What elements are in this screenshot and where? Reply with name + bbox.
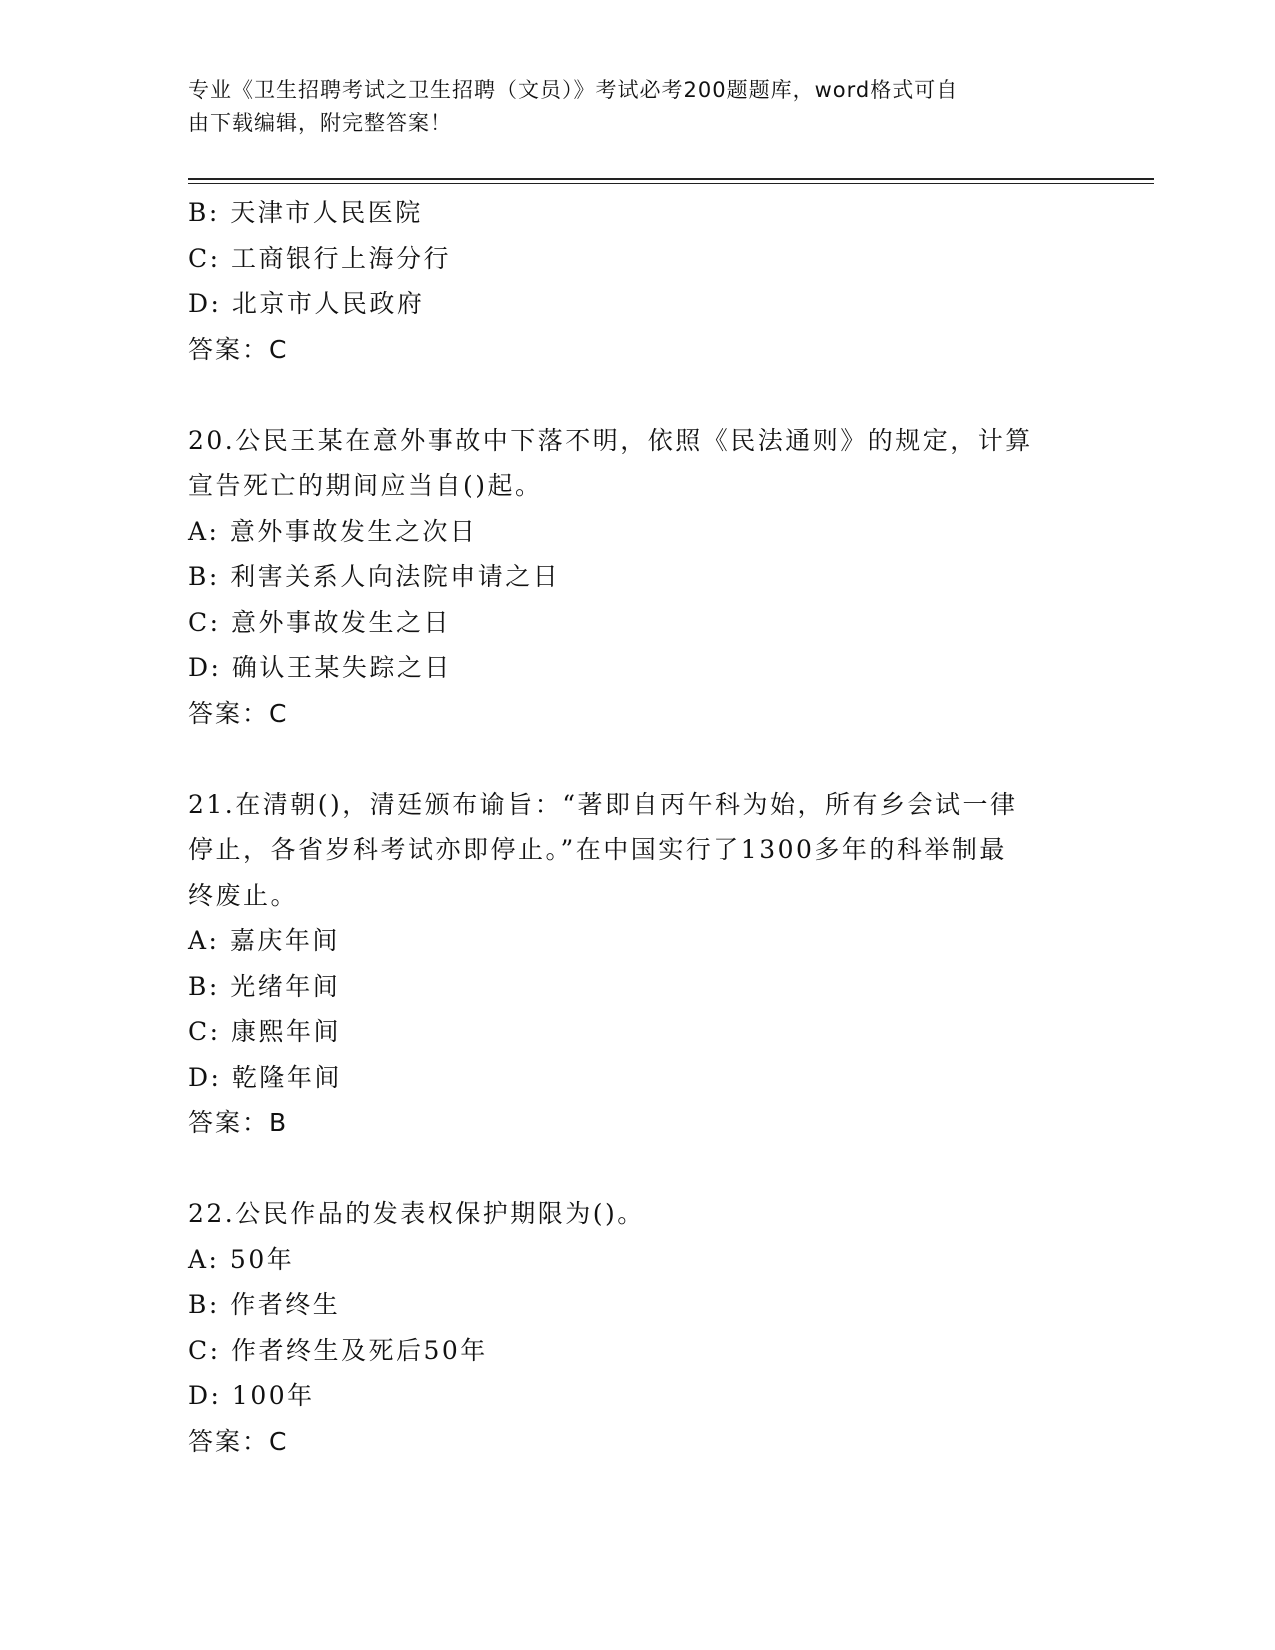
q21-stem-line-1: 21.在清朝()，清廷颁布谕旨：“著即自丙午科为始，所有乡会试一律 <box>188 789 1018 819</box>
q21-stem-line-2: 停止，各省岁科考试亦即停止。”在中国实行了1300多年的科举制最 <box>188 835 1007 864</box>
q19-answer: 答案：C <box>188 334 289 364</box>
q19-option-c: C: 工商银行上海分行 <box>188 243 451 273</box>
q22-option-c: C: 作者终生及死后50年 <box>188 1335 488 1365</box>
q19-option-b: B: 天津市人民医院 <box>188 198 423 227</box>
question-21 <box>188 782 1088 1146</box>
spacer <box>188 1146 1088 1192</box>
q20-stem-line-2: 宣告死亡的期间应当自()起。 <box>188 471 543 500</box>
q20-option-c: C: 意外事故发生之日 <box>188 607 451 637</box>
question-19-tail <box>188 190 1088 372</box>
q20-answer: 答案：C <box>188 698 289 728</box>
spacer <box>188 736 1088 782</box>
question-20 <box>188 418 1088 737</box>
q19-option-d: D: 北京市人民政府 <box>188 289 425 318</box>
header-rule-thin <box>188 183 1154 184</box>
q22-stem-line-1: 22.公民作品的发表权保护期限为()。 <box>188 1199 645 1228</box>
q22-option-a: A: 50年 <box>188 1244 295 1274</box>
header-rule-thick <box>188 178 1154 180</box>
q20-stem-line-1: 20.公民王某在意外事故中下落不明，依照《民法通则》的规定，计算 <box>188 425 1033 455</box>
question-22 <box>188 1191 1088 1464</box>
q21-answer: 答案：B <box>188 1108 289 1137</box>
document-header <box>188 74 1068 140</box>
header-line-2: 由下载编辑，附完整答案！ <box>188 111 452 135</box>
header-line-1: 专业《卫生招聘考试之卫生招聘（文员）》考试必考200题题库，word格式可自 <box>188 78 959 102</box>
q21-option-d: D: 乾隆年间 <box>188 1062 342 1092</box>
q22-answer: 答案：C <box>188 1426 289 1456</box>
q22-option-b: B: 作者终生 <box>188 1290 341 1319</box>
q21-option-c: C: 康熙年间 <box>188 1017 341 1046</box>
document-body <box>188 190 1088 1464</box>
q20-option-a: A: 意外事故发生之次日 <box>188 516 478 546</box>
q21-option-b: B: 光绪年间 <box>188 971 341 1001</box>
q21-stem-line-3: 终废止。 <box>188 880 299 910</box>
q20-option-b: B: 利害关系人向法院申请之日 <box>188 562 561 591</box>
spacer <box>188 372 1088 418</box>
q21-option-a: A: 嘉庆年间 <box>188 926 340 955</box>
q22-option-d: D: 100年 <box>188 1381 315 1410</box>
q20-option-d: D: 确认王某失踪之日 <box>188 653 452 682</box>
